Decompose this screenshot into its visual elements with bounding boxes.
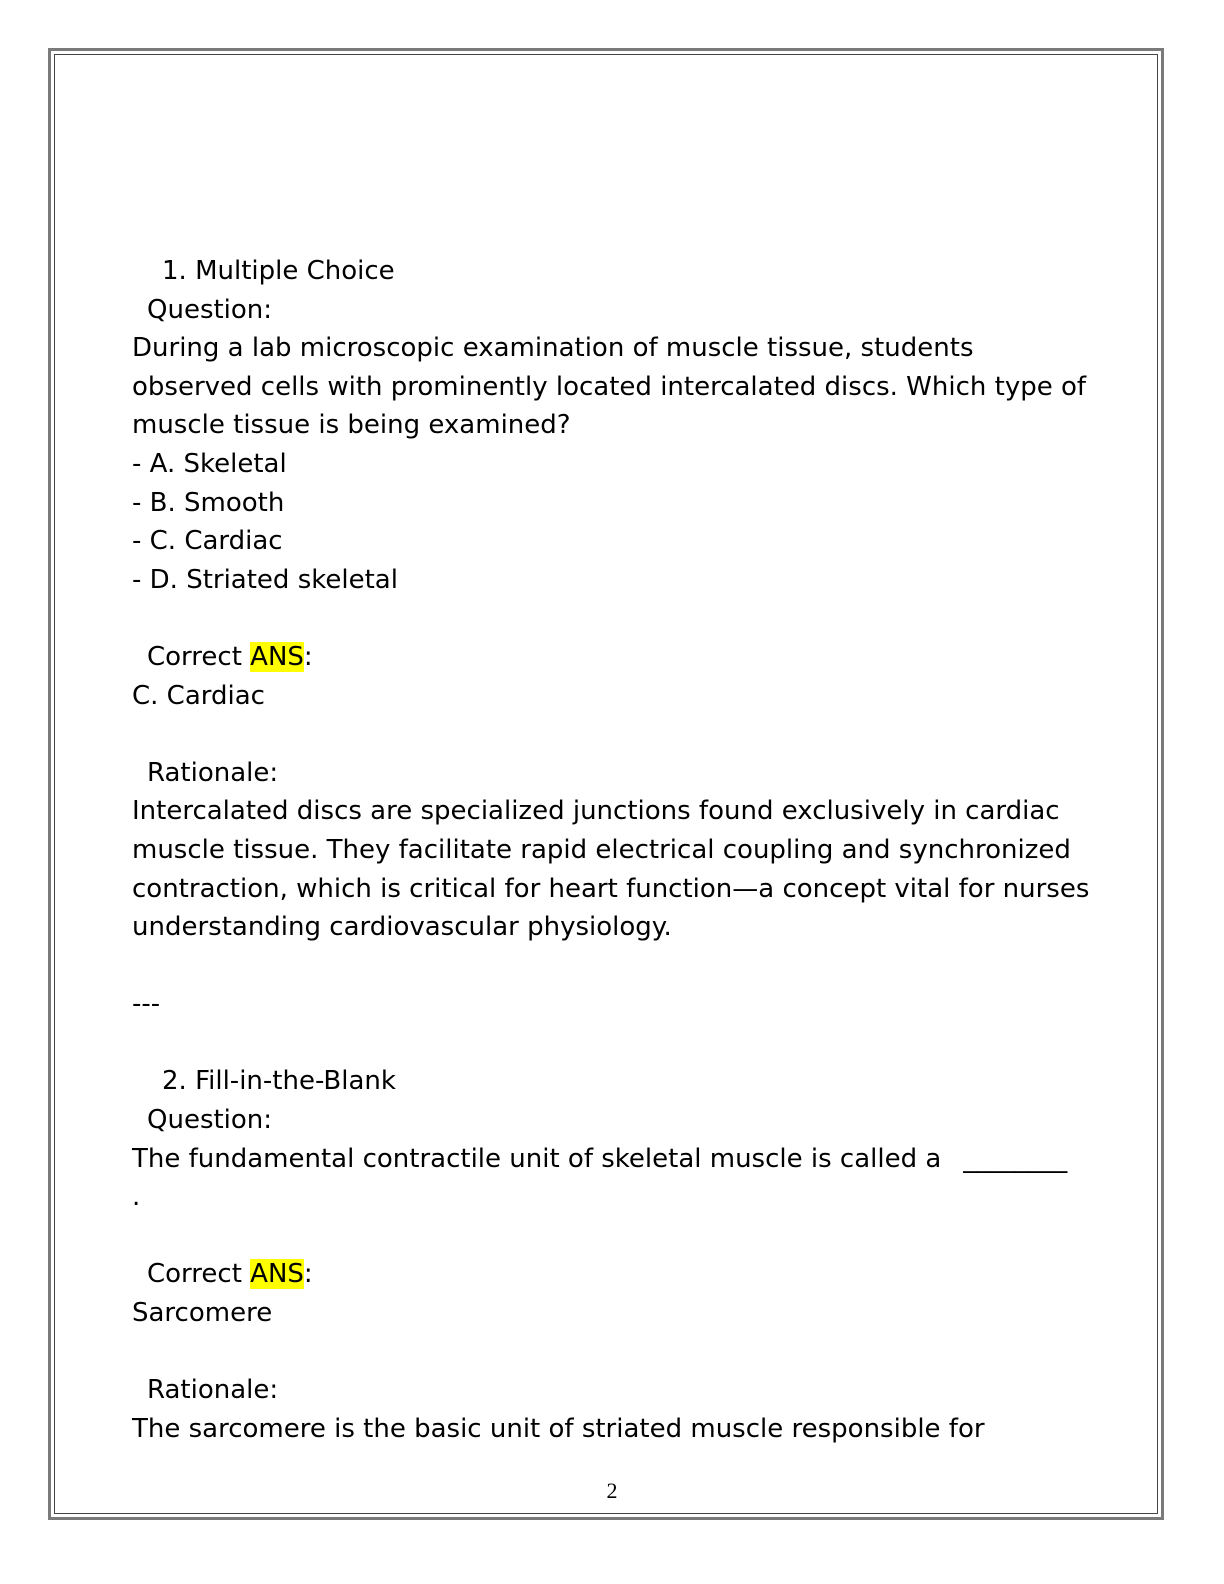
page-number: 2 xyxy=(606,1478,618,1503)
q2-correct-suffix: : xyxy=(303,1259,313,1290)
spacer xyxy=(132,715,1092,754)
q1-correct-answer-label xyxy=(132,638,1092,677)
q2-question-line xyxy=(132,1140,1092,1179)
spacer xyxy=(132,947,1092,986)
q1-correct-prefix: Correct xyxy=(147,641,251,672)
q1-rationale-line: Intercalated discs are specialized junctions found exclusively in cardiac xyxy=(132,796,1060,827)
section-separator: --- xyxy=(132,989,161,1020)
q1-option-c: - C. Cardiac xyxy=(132,526,283,557)
q1-option-d: - D. Striated skeletal xyxy=(132,564,398,595)
q1-option-b: - B. Smooth xyxy=(132,487,285,518)
q2-question-label: Question: xyxy=(147,1105,273,1136)
q2-question-text: The fundamental contractile unit of skeletal muscle is called a xyxy=(132,1143,942,1174)
q1-rationale-label: Rationale: xyxy=(147,757,279,788)
q1-rationale-line: understanding cardiovascular physiology. xyxy=(132,912,672,943)
q1-question-line: observed cells with prominently located intercalated discs. Which type of xyxy=(132,371,1087,402)
spacer xyxy=(132,1333,1092,1372)
q2-answer: Sarcomere xyxy=(132,1298,273,1329)
q1-correct-suffix: : xyxy=(303,641,313,672)
q1-question-line: muscle tissue is being examined? xyxy=(132,410,571,441)
spacer xyxy=(132,1217,1092,1256)
q1-rationale-line: contraction, which is critical for heart function—a concept vital for nurses xyxy=(132,873,1090,904)
q2-heading: 2. Fill-in-the-Blank xyxy=(162,1066,396,1097)
q2-correct-answer-label xyxy=(132,1255,1092,1294)
q1-question-line: During a lab microscopic examination of muscle tissue, students xyxy=(132,333,974,364)
q1-heading: 1. Multiple Choice xyxy=(162,256,395,286)
q2-rationale-line: The sarcomere is the basic unit of striated muscle responsible for xyxy=(132,1413,985,1444)
q1-answer: C. Cardiac xyxy=(132,680,265,711)
q1-ans-highlight: ANS xyxy=(250,641,304,672)
q2-ans-highlight: ANS xyxy=(250,1259,304,1290)
q1-question-label: Question: xyxy=(147,294,273,325)
q1-option-a: - A. Skeletal xyxy=(132,448,287,479)
spacer xyxy=(132,1024,1092,1063)
q1-rationale-line: muscle tissue. They facilitate rapid electrical coupling and synchronized xyxy=(132,834,1071,865)
q2-rationale-label: Rationale: xyxy=(147,1375,279,1406)
q2-blank: ________ xyxy=(963,1143,1068,1174)
spacer xyxy=(132,599,1092,638)
document-body xyxy=(132,252,1092,1448)
q2-trailing-period: . xyxy=(132,1182,141,1213)
q2-correct-prefix: Correct xyxy=(147,1259,251,1290)
